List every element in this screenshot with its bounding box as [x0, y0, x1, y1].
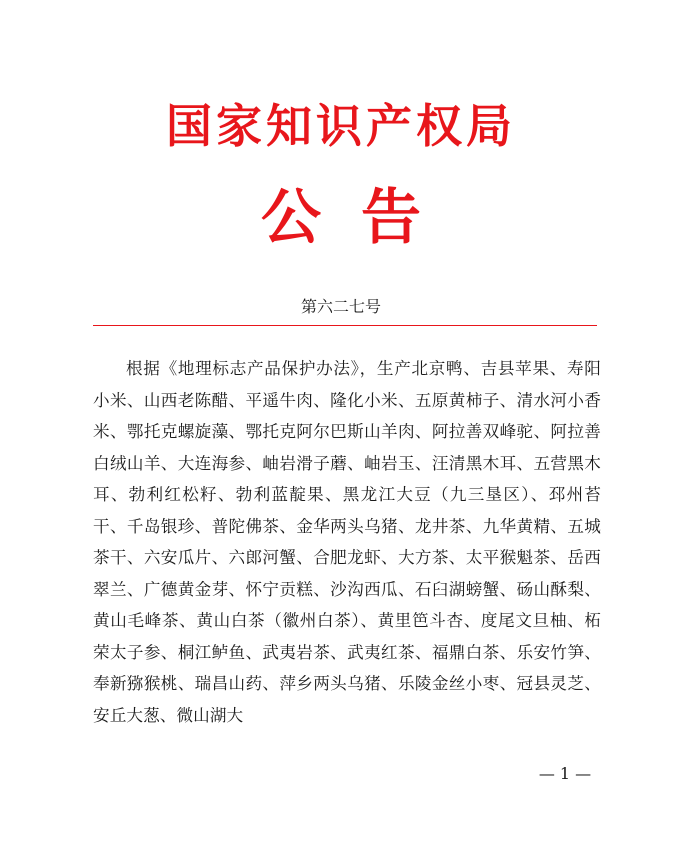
body-paragraph: 根据《地理标志产品保护办法》，生产北京鸭、吉县苹果、寿阳小米、山西老陈醋、平遥牛肉、隆化小米、五原黄柿子、清水河小香米、鄂托克螺旋藻、鄂托克阿尔巴斯山羊肉、阿拉善双峰驼、阿拉善白绒山羊、大连海参、岫岩滑子蘑、岫岩玉、汪清黑木耳、五营黑木耳、勃利红松籽、勃利蓝靛果、黑龙江大豆（九三垦区）、邳州苔干、千岛银珍、普陀佛茶、金华两头乌猪、龙井茶、九华黄精、五城茶干、六安瓜片、六郎河蟹、合肥龙虾、大方茶、太平猴魁茶、岳西翠兰、广德黄金芽、怀宁贡糕、沙沟西瓜、石臼湖螃蟹、砀山酥梨、黄山毛峰茶、黄山白茶（徽州白茶）、黄里笆斗杏、度尾文旦柚、柘荣太子参、桐江鲈鱼、武夷岩茶、武夷红茶、福鼎白茶、乐安竹笋、奉新猕猴桃、瑞昌山药、萍乡两头乌猪、乐陵金丝小枣、冠县灵芝、安丘大葱、微山湖大	[93, 359, 601, 725]
document-title: 公告	[261, 183, 461, 253]
document-number: 第六二七号	[300, 297, 381, 316]
header-divider	[93, 325, 597, 326]
page-number: — 1 —	[538, 764, 592, 783]
issuing-organization: 国家知识产权局	[166, 99, 516, 153]
